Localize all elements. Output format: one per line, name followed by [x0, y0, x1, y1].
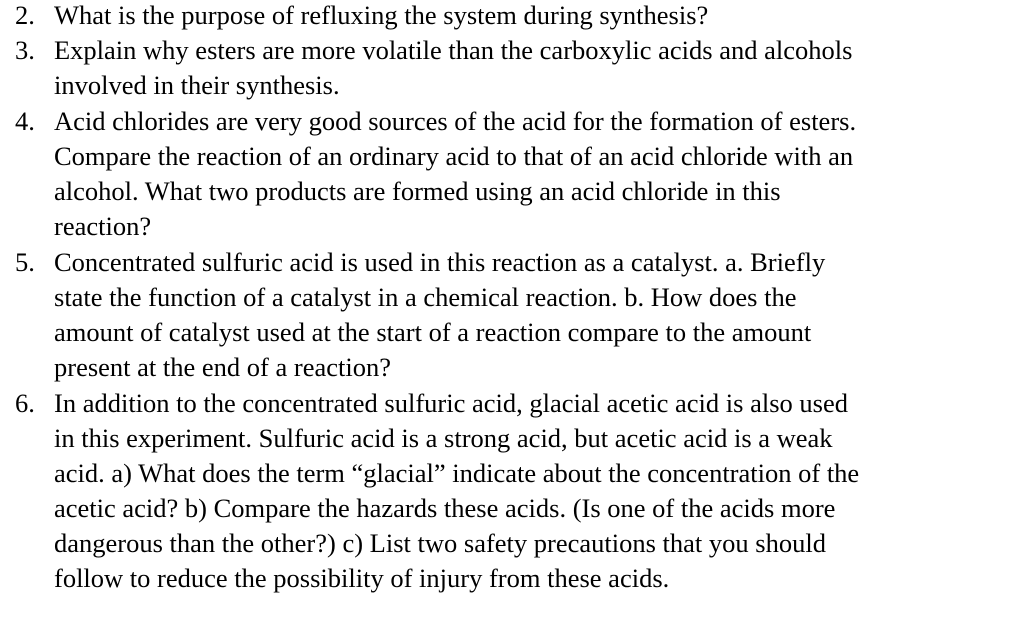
- question-text-line: Concentrated sulfuric acid is used in this reaction as a catalyst. a. Briefly: [54, 247, 826, 277]
- question-text-line: acid. a) What does the term “glacial” indicate about the concentration of the: [54, 458, 860, 488]
- question-text-line: Compare the reaction of an ordinary acid to that of an acid chloride with an: [54, 141, 854, 171]
- question-text-line: present at the end of a reaction?: [54, 352, 391, 382]
- question-text-line: Acid chlorides are very good sources of the acid for the formation of esters.: [54, 106, 857, 136]
- question-text-line: reaction?: [54, 211, 152, 241]
- question-text-line: dangerous than the other?) c) List two safety precautions that you should: [54, 528, 826, 558]
- question-number: 3.: [15, 35, 35, 65]
- question-text-line: alcohol. What two products are formed using an acid chloride in this: [54, 176, 781, 206]
- question-number: 4.: [15, 106, 35, 136]
- question-text-line: state the function of a catalyst in a chemical reaction. b. How does the: [54, 282, 797, 312]
- question-text-line: In addition to the concentrated sulfuric acid, glacial acetic acid is also used: [54, 388, 848, 418]
- question-text-line: in this experiment. Sulfuric acid is a strong acid, but acetic acid is a weak: [54, 423, 833, 453]
- question-number: 5.: [15, 247, 35, 277]
- question-number: 6.: [15, 388, 35, 418]
- question-text-line: amount of catalyst used at the start of a reaction compare to the amount: [54, 317, 812, 347]
- question-text-line: Explain why esters are more volatile than the carboxylic acids and alcohols: [54, 35, 853, 65]
- question-text-line: follow to reduce the possibility of injury from these acids.: [54, 563, 670, 593]
- question-text-line: involved in their synthesis.: [54, 70, 340, 100]
- question-number: 2.: [15, 0, 35, 30]
- question-text-line: What is the purpose of refluxing the system during synthesis?: [54, 0, 709, 30]
- question-text-line: acetic acid? b) Compare the hazards these acids. (Is one of the acids more: [54, 493, 836, 523]
